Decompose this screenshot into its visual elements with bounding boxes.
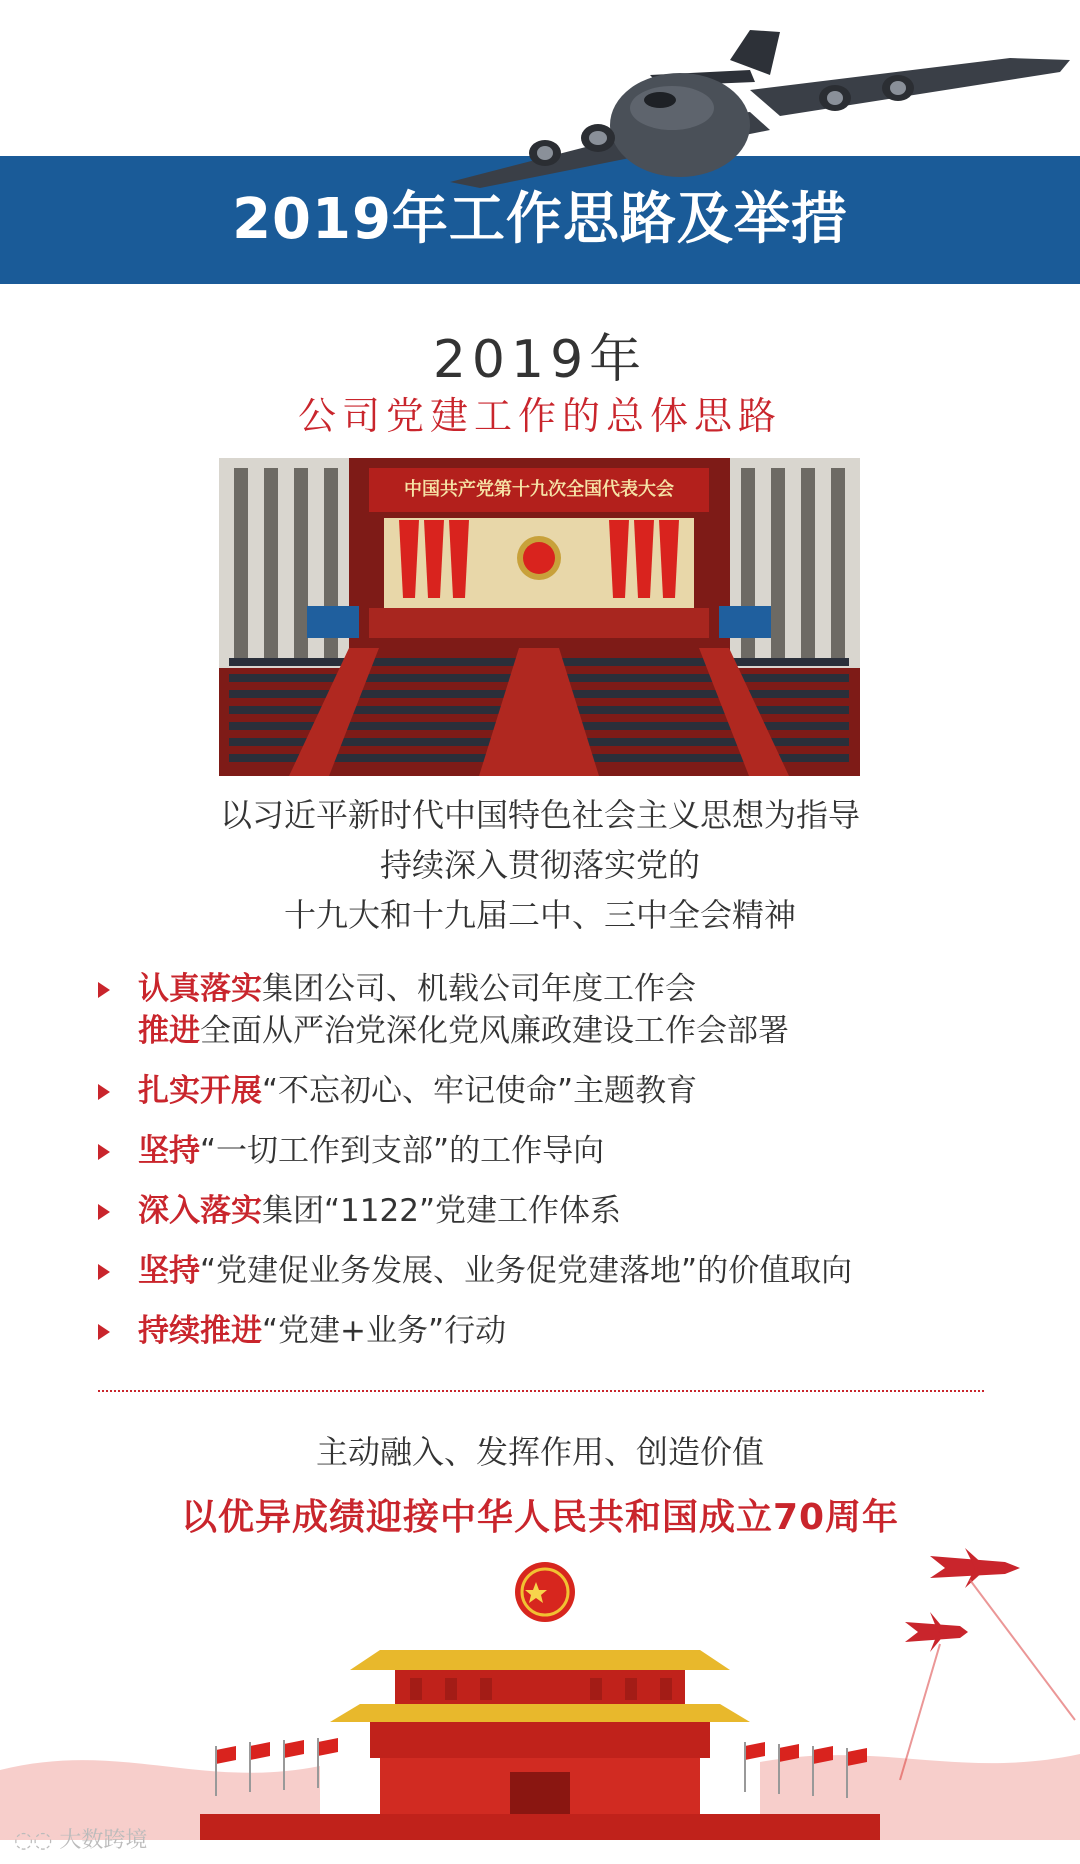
- intro-text: [0, 790, 1080, 940]
- item-text: “党建+业务”行动: [262, 1313, 507, 1349]
- list-item: [98, 1250, 1028, 1292]
- watermark-text: 大数跨境: [59, 1828, 148, 1853]
- item-text: “一切工作到支部”的工作导向: [200, 1133, 605, 1169]
- item-emphasis: 扎实开展: [138, 1073, 262, 1109]
- intro-line: 十九大和十九届二中、三中全会精神: [283, 896, 796, 934]
- section-subtitle: 公司党建工作的总体思路: [297, 394, 782, 438]
- list-item: [98, 1190, 1028, 1232]
- list-item: [98, 1310, 1028, 1352]
- photo-banner-text: 中国共产党第十九次全国代表大会: [404, 479, 674, 500]
- triangle-bullet-icon: [98, 982, 110, 998]
- page-title: 2019年工作思路及举措: [232, 187, 848, 252]
- congress-hall-photo: [219, 458, 860, 776]
- slogan-line: 主动融入、发挥作用、创造价值: [315, 1433, 764, 1471]
- item-emphasis: 深入落实: [138, 1193, 262, 1229]
- national-emblem-icon: [515, 1562, 575, 1622]
- slogan-headline: 以优异成绩迎接中华人民共和国成立70周年: [180, 1497, 900, 1538]
- tiananmen-illustration: [0, 1540, 1080, 1840]
- intro-line: 以习近平新时代中国特色社会主义思想为指导: [219, 796, 860, 834]
- triangle-bullet-icon: [98, 1264, 110, 1280]
- triangle-bullet-icon: [98, 1324, 110, 1340]
- watermark-logo-icon: ◌◌: [14, 1828, 60, 1853]
- list-item: [98, 968, 1028, 1052]
- item-emphasis: 推进: [138, 1013, 200, 1049]
- item-text: 集团公司、机载公司年度工作会: [262, 971, 696, 1007]
- item-text: “党建促业务发展、业务促党建落地”的价值取向: [200, 1253, 853, 1289]
- item-emphasis: 坚持: [138, 1133, 200, 1169]
- intro-line: 持续深入贯彻落实党的: [379, 846, 700, 884]
- triangle-bullet-icon: [98, 1084, 110, 1100]
- item-emphasis: 坚持: [138, 1253, 200, 1289]
- watermark: [14, 1826, 147, 1856]
- triangle-bullet-icon: [98, 1204, 110, 1220]
- list-item: [98, 1070, 1028, 1112]
- section-year: 2019年: [432, 330, 648, 390]
- item-emphasis: 认真落实: [138, 971, 262, 1007]
- transport-plane-illustration: [450, 20, 1080, 190]
- item-text: 集团“1122”党建工作体系: [262, 1193, 622, 1229]
- item-text: “不忘初心、牢记使命”主题教育: [262, 1073, 698, 1109]
- triangle-bullet-icon: [98, 1144, 110, 1160]
- list-item: [98, 1130, 1028, 1172]
- item-emphasis: 持续推进: [138, 1313, 262, 1349]
- fighter-jet-icon: [930, 1548, 1020, 1588]
- measures-list: [98, 968, 1028, 1370]
- item-text: 全面从严治党深化党风廉政建设工作会部署: [200, 1013, 789, 1049]
- fighter-jet-icon: [905, 1612, 968, 1652]
- dotted-divider: [98, 1390, 984, 1392]
